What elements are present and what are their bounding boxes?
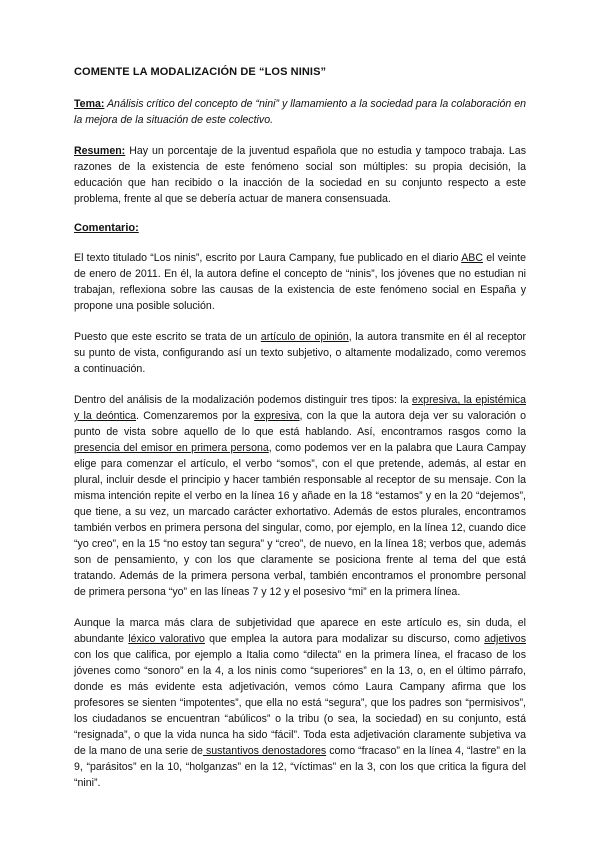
p3-underline-tipos: expresiva, la epistémica y la deóntica (74, 394, 526, 422)
p2-underline-articulo: artículo de opinión (260, 331, 349, 343)
p3-text-c: , con la que la autora deja ver su valoración o punto de vista sobre aquello de lo que está hablando. Así, encontramos rasgos como la (74, 410, 527, 438)
p3-underline-expresiva: expresiva (254, 410, 300, 422)
p4-underline-adjetivos: adjetivos (484, 633, 526, 645)
paragraph-3 (74, 392, 526, 600)
p1-text-b: el veinte de enero de 2011. En él, la autora define el concepto de “ninis”, los jóvenes que no estudian ni trabajan, reflexiona sobre las causas de la existencia de este fenómeno social en España y propone una posible solución. (74, 252, 526, 312)
p4-text-d: como “fracaso” en la línea 4, “lastre” en la 9, “parásitos” en la 10, “holganzas” en la 12, “víctimas” en la 3, con los que critica la figura del “nini”. (74, 745, 526, 789)
p4-text-a: Aunque la marca más clara de subjetividad que aparece en este artículo es, sin duda, el abundante (74, 617, 526, 645)
p4-text-c: con los que califica, por ejemplo a Italia como “dilecta” en la primera línea, el fracaso de los jóvenes como “sonoro” en la 4, a los ninis como “superiores” en la 13, o, en el último párrafo, donde es más evidente esta adjetivación, vemos cómo Laura Campany afirma que los profesores se sienten “impotentes”, que ella no está “segura”, que los padres son “permisivos”, los ciudadanos se encuentran “abúlicos” o la tribu (o sea, la sociedad) en su conjunto, está “resignada”, o que la vida nunca ha sido “fácil”. Toda esta adjetivación claramente subjetiva va de la mano de una serie de (74, 649, 526, 757)
p3-text-b: . Comenzaremos por la (136, 410, 255, 422)
paragraph-4 (74, 615, 526, 791)
tema-text: Análisis crítico del concepto de “nini” y llamamiento a la sociedad para la colaboración en la mejora de la situación de este colectivo. (74, 98, 526, 126)
comentario-heading: Comentario: (74, 222, 139, 234)
paragraph-2 (74, 329, 526, 377)
p2-text-a: Puesto que este escrito se trata de un (74, 331, 261, 343)
p3-text-a: Dentro del análisis de la modalización podemos distinguir tres tipos: la (74, 394, 412, 406)
p3-text-d: , como podemos ver en la palabra que Laura Campay elige para comenzar el artículo, el verbo “somos”, con el que pretende, además, al estar en plural, incluir desde el principio y hacer también responsable al receptor de su mensaje. Con la misma intención repite el verbo en la línea 16 y añade en la 18 “estamos” y en la 20 “dejemos”, que tiene, a su vez, un marcado carácter exhortativo. Además de estos plurales, encontramos también verbos en primera persona del singular, como, por ejemplo, en la línea 12, cuando dice “yo creo”, en la 15 “no estoy tan segura” y “creo”, de nuevo, en la línea 18; verbos que, además son de pensamiento, y con los que claramente se posiciona frente al tema del que está tratando. Además de la primera persona verbal, también encontramos el pronombre personal de primera persona “yo” en las líneas 7 y 12 y el posesivo “mi” en la primera línea. (74, 442, 526, 598)
document-title: COMENTE LA MODALIZACIÓN DE “LOS NINIS” (74, 66, 327, 78)
resumen-text: Hay un porcentaje de la juventud española que no estudia y tampoco trabaja. Las razones de la existencia de este fenómeno social son múltiples: su propia decisión, la educación que han recibido o la inacción de la sociedad en su conjunto respecto a este problema, frente al que se debería actuar de manera consensuada. (74, 145, 526, 205)
paragraph-1 (74, 250, 526, 314)
tema-label: Tema: (74, 98, 105, 110)
tema-paragraph (74, 96, 526, 128)
p2-text-b: , la autora transmite en él al receptor su punto de vista, configurando así un texto subjetivo, o altamente modalizado, como veremos a continuación. (74, 331, 527, 375)
resumen-paragraph (74, 143, 526, 207)
p4-underline-sustantivos: sustantivos denostadores (202, 745, 327, 757)
document-page (74, 66, 526, 791)
p1-text-a: El texto titulado “Los ninis”, escrito por Laura Campany, fue publicado en el diario (74, 252, 462, 264)
p3-underline-presencia: presencia del emisor en primera persona (74, 442, 269, 454)
p1-underline-abc: ABC (461, 252, 484, 264)
p4-text-b: que emplea la autora para modalizar su discurso, como (204, 633, 485, 645)
resumen-label: Resumen: (74, 145, 126, 157)
p4-underline-lexico: léxico valorativo (128, 633, 205, 645)
